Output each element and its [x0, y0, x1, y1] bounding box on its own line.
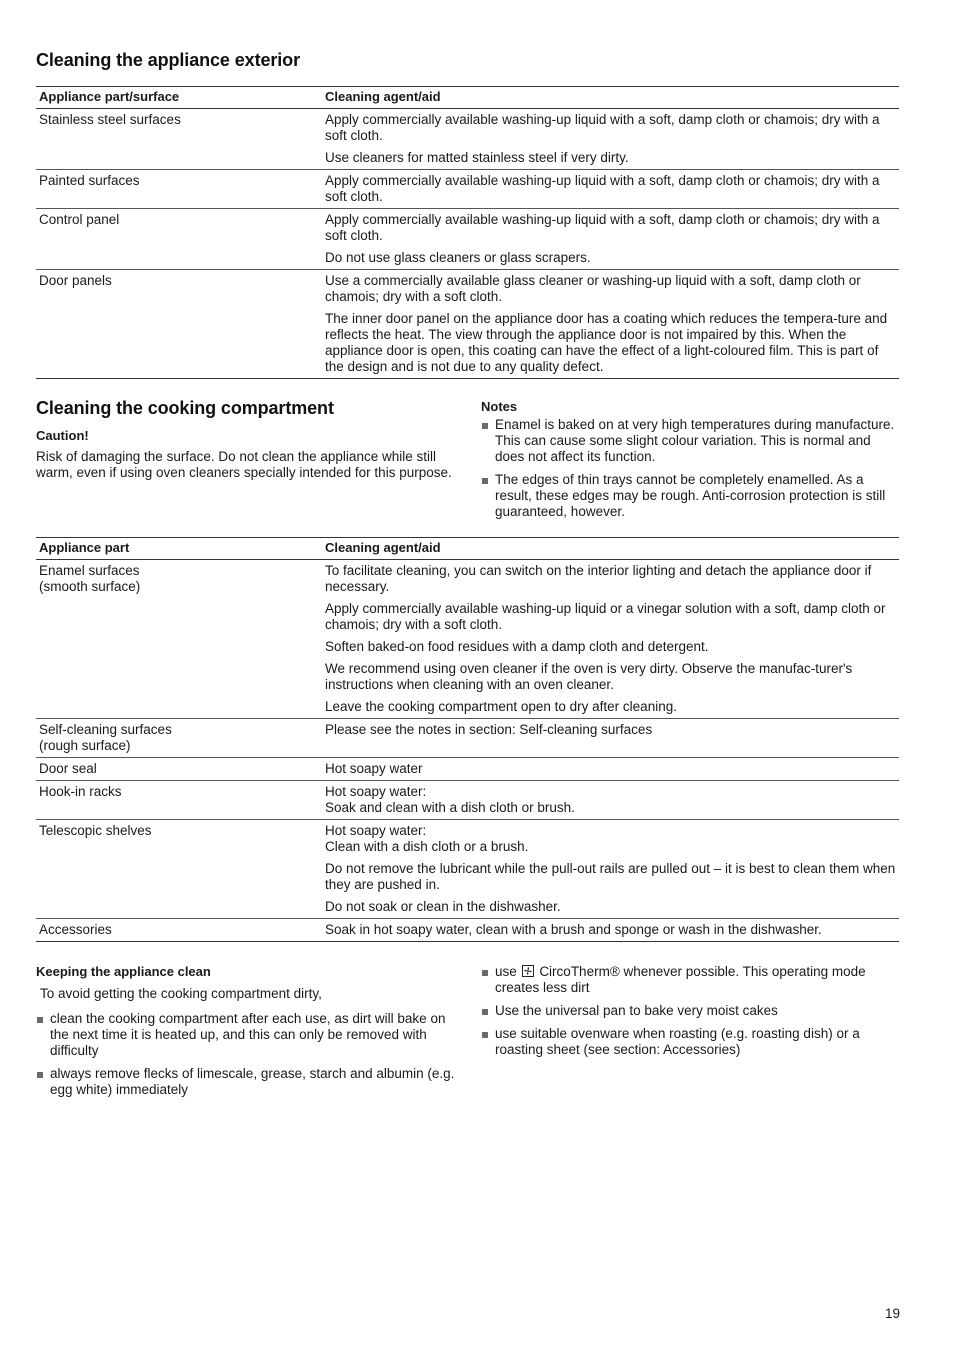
part-cell: Accessories [36, 919, 322, 942]
part-cell: Control panel [36, 209, 322, 270]
notes-block [481, 399, 899, 527]
agent-cell [322, 560, 899, 719]
agent-text: Use a commercially available glass cleaner or washing-up liquid with a soft, damp cloth or chamois; dry with a soft cloth. [325, 273, 861, 304]
agent-text: Apply commercially available washing-up liquid with a soft, damp cloth or chamois; dry with a soft cloth. [325, 212, 880, 243]
keeping-heading: Keeping the appliance clean [36, 964, 211, 979]
compartment-heading: Cleaning the cooking compartment [36, 398, 334, 418]
exterior-col1-header: Appliance part/surface [36, 87, 322, 109]
agent-cell [322, 209, 899, 270]
table-row [36, 919, 899, 942]
bullet-icon [37, 1072, 43, 1078]
part-cell: Telescopic shelves [36, 820, 322, 919]
tip-text-pre: use [495, 964, 517, 979]
keeping-list-left [36, 1011, 456, 1098]
tip-text: use suitable ovenware when roasting (e.g. roasting dish) or a roasting sheet (see section: Accessories) [495, 1026, 860, 1057]
agent-text: Leave the cooking compartment open to dry after cleaning. [325, 699, 677, 714]
part-label: Self-cleaning surfaces [39, 722, 172, 737]
table-row [36, 560, 899, 719]
bullet-icon [482, 1032, 488, 1038]
agent-text: Do not use glass cleaners or glass scrapers. [325, 250, 591, 265]
bullet-icon [482, 1009, 488, 1015]
agent-text: Hot soapy water: [325, 784, 427, 799]
list-item [481, 1026, 899, 1058]
note-text: Enamel is baked on at very high temperatures during manufacture. This can cause some slight colour variation. This is normal and does not affect its function. [495, 417, 895, 464]
part-sublabel: (rough surface) [39, 738, 131, 753]
agent-text: To facilitate cleaning, you can switch on the interior lighting and detach the appliance door if necessary. [325, 563, 872, 594]
notes-title: Notes [481, 399, 518, 414]
page-number: 19 [884, 1306, 900, 1321]
list-item [481, 417, 899, 465]
agent-cell [322, 820, 899, 919]
agent-cell [322, 919, 899, 942]
agent-cell [322, 758, 899, 781]
agent-text: Apply commercially available washing-up liquid or a vinegar solution with a soft, damp cloth or chamois; dry with a soft cloth. [325, 601, 886, 632]
agent-cell [322, 719, 899, 758]
keeping-left [36, 964, 456, 1105]
tip-text: Use the universal pan to bake very moist cakes [495, 1003, 778, 1018]
note-text: The edges of thin trays cannot be completely enamelled. As a result, these edges may be rough. Anti-corrosion protection is still guaranteed, however. [495, 472, 886, 519]
part-cell: Door seal [36, 758, 322, 781]
agent-cell [322, 270, 899, 379]
agent-text: Hot soapy water [325, 761, 423, 776]
part-cell: Painted surfaces [36, 170, 322, 209]
tip-text: clean the cooking compartment after each use, as dirt will bake on the next time it is heated up, and this can only be removed with difficulty [50, 1011, 446, 1058]
keeping-intro: To avoid getting the cooking compartment dirty, [40, 986, 322, 1001]
exterior-heading: Cleaning the appliance exterior [36, 50, 300, 70]
agent-text: We recommend using oven cleaner if the oven is very dirty. Observe the manufac-turer's instructions when cleaning with an oven cleaner. [325, 661, 853, 692]
agent-cell [322, 781, 899, 820]
list-item [481, 964, 899, 996]
part-cell: Door panels [36, 270, 322, 379]
part-label: Enamel surfaces [39, 563, 140, 578]
caution-text: Risk of damaging the surface. Do not clean the appliance while still warm, even if using oven cleaners specially intended for this purpose. [36, 449, 452, 480]
agent-text: The inner door panel on the appliance door has a coating which reduces the tempera-ture and reflects the heat. The view through the appliance door is not impaired by this. When the appliance door is open, this coating can have the effect of a light-coloured film. This is part of the design and is not due to any quality defect. [325, 311, 888, 374]
compartment-col2-header: Cleaning agent/aid [322, 538, 899, 560]
agent-text: Do not soak or clean in the dishwasher. [325, 899, 561, 914]
part-cell [36, 560, 322, 719]
agent-cell [322, 109, 899, 170]
agent-text: Clean with a dish cloth or a brush. [325, 839, 529, 854]
bullet-icon [482, 423, 488, 429]
agent-text: Do not remove the lubricant while the pull-out rails are pulled out – it is best to clean them when they are pushed in. [325, 861, 896, 892]
list-item [36, 1066, 456, 1098]
table-row [36, 758, 899, 781]
compartment-col1-header: Appliance part [36, 538, 322, 560]
bullet-icon [482, 478, 488, 484]
list-item [481, 1003, 899, 1019]
part-cell: Hook-in racks [36, 781, 322, 820]
part-sublabel: (smooth surface) [39, 579, 141, 594]
part-cell: Stainless steel surfaces [36, 109, 322, 170]
part-cell [36, 719, 322, 758]
table-row [36, 109, 899, 170]
agent-text: Apply commercially available washing-up liquid with a soft, damp cloth or chamois; dry with a soft cloth. [325, 173, 880, 204]
agent-text: Use cleaners for matted stainless steel if very dirty. [325, 150, 629, 165]
bullet-icon [37, 1017, 43, 1023]
keeping-list-right [481, 964, 899, 1058]
keeping-right [481, 964, 899, 1065]
agent-text: Soak in hot soapy water, clean with a brush and sponge or wash in the dishwasher. [325, 922, 822, 937]
list-item [36, 1011, 456, 1059]
list-item [481, 472, 899, 520]
agent-text: Soak and clean with a dish cloth or brush. [325, 800, 575, 815]
agent-text: Soften baked-on food residues with a damp cloth and detergent. [325, 639, 709, 654]
tip-text-post: CircoTherm® whenever possible. This operating mode creates less dirt [495, 964, 866, 995]
agent-text: Hot soapy water: [325, 823, 427, 838]
notes-list [481, 417, 899, 520]
table-row [36, 781, 899, 820]
table-row [36, 170, 899, 209]
table-row [36, 270, 899, 379]
tip-text: always remove flecks of limescale, grease, starch and albumin (e.g. egg white) immediately [50, 1066, 455, 1097]
exterior-col2-header: Cleaning agent/aid [322, 87, 899, 109]
compartment-table [36, 537, 899, 942]
caution-block [36, 428, 454, 481]
exterior-table [36, 86, 899, 379]
table-row [36, 209, 899, 270]
circotherm-fan-icon [522, 965, 534, 977]
bullet-icon [482, 970, 488, 976]
agent-text: Apply commercially available washing-up liquid with a soft, damp cloth or chamois; dry with a soft cloth. [325, 112, 880, 143]
table-row [36, 719, 899, 758]
agent-text: Please see the notes in section: Self-cleaning surfaces [325, 722, 653, 737]
table-row [36, 820, 899, 919]
caution-title: Caution! [36, 428, 89, 443]
agent-cell [322, 170, 899, 209]
